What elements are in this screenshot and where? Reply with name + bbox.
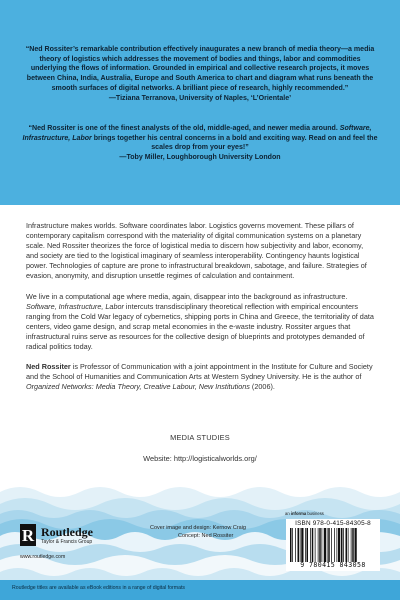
cover-design-credit: Cover image and design: Kernow Craig xyxy=(150,525,246,531)
previous-book-title: Organized Networks: Media Theory, Creative Labour, New Institutions xyxy=(26,382,250,392)
paragraph-2-book-title: Software, Infrastructure, Labor xyxy=(26,301,124,311)
routledge-r-icon xyxy=(20,524,36,546)
svg-text:R: R xyxy=(21,526,35,545)
ebook-note: Routledge titles are available as eBook editions in a range of digital formats xyxy=(12,585,186,591)
blurb-paragraph-2 xyxy=(26,292,374,353)
publisher-block xyxy=(20,524,160,572)
quote-2-text-end: brings together his central concerns in a bold and exciting way. Read on and feel the scales drop from your eyes!” xyxy=(91,134,378,152)
website-link[interactable]: Website: http://logisticalworlds.org/ xyxy=(143,454,257,463)
publisher-url[interactable]: www.routledge.com xyxy=(20,554,66,560)
endorsement-quote-1 xyxy=(22,45,378,103)
author-name: Ned Rossiter xyxy=(26,362,71,372)
isbn-number: ISBN 978-0-415-84305-8 xyxy=(295,520,371,527)
barcode-block xyxy=(286,519,380,571)
barcode-digits: 9 780415 843058 xyxy=(300,561,366,569)
footer-strip xyxy=(0,580,400,600)
quote-2-attribution: —Toby Miller, Loughborough University London xyxy=(119,154,281,162)
quote-2-text-start: “Ned Rossiter is one of the finest analysts of the old, middle-aged, and newer media around. xyxy=(28,125,340,132)
blurb xyxy=(26,221,374,402)
publisher-group: Taylor & Francis Group xyxy=(41,539,93,545)
publisher-name: Routledge xyxy=(41,525,93,539)
cover-credits xyxy=(150,524,246,540)
author-bio-end: (2006). xyxy=(249,382,275,392)
paragraph-2-start: We live in a computational age where media, again, disappear into the background as infrastructure. xyxy=(26,291,348,301)
barcode xyxy=(288,528,378,562)
informa-brand: informa xyxy=(290,511,307,516)
informa-badge xyxy=(285,511,324,516)
subject-category: MEDIA STUDIES xyxy=(170,433,230,442)
author-bio-text: is Professor of Communication with a joint appointment in the Institute for Culture and Society and the School of Humanities and Communication Arts at Western Sydney University. He is the author of xyxy=(26,362,373,382)
quote-1-attribution: —Tiziana Terranova, University of Naples, ‘L’Orientale’ xyxy=(108,94,292,102)
informa-suffix: business xyxy=(306,511,324,516)
quote-1-text: “Ned Rossiter’s remarkable contribution effectively inaugurates a new branch of media theory—a media theory of logistics which addresses the movement of bodies and things, labor and commodities underlying the flows of information. Grounded in empirical and collective research projects, it moves between China, India, Australia, Europe and South America to chart and diagram what runs beneath the smooth surfaces of digital networks. A brilliant piece of research, highly recommended.” xyxy=(25,46,375,92)
informa-prefix: an xyxy=(285,511,291,516)
author-bio xyxy=(26,362,374,392)
endorsement-quote-2 xyxy=(22,124,378,163)
concept-credit: Concept: Ned Rossiter xyxy=(178,533,234,539)
quote-2-book-title: Software, Infrastructure, Labor xyxy=(22,125,372,142)
paragraph-2-end: intercuts transdisciplinary theoretical reflection with empirical encounters ranging from the Cold War legacy of cybernetics, shipping ports in China and Greece, the territoriality of data centers, video game design, and scrap metal economies in the e-waste industry. Rossiter argues that infrastructural ruins serve as resources for the collective design of blueprints and prototypes demanded of radical politics today. xyxy=(26,301,374,352)
blurb-paragraph-1: Infrastructure makes worlds. Software coordinates labor. Logistics governs movement. These pillars of contemporary capitalism correspond with the materiality of digital communication systems on a planetary scale. Ned Rossiter theorizes the force of logistical media to discern how subjectivity and labor, economy, and society are tied to the logistical imaginary of seamless interoperability. Contingency haunts logistical power. Technologies of capture are prone to infrastructural breakdown, sabotage, and failure. Strategies of evasion, anonymity, and disruption unsettle regimes of calculation and containment. xyxy=(26,221,367,281)
endorsement-panel xyxy=(0,0,400,205)
